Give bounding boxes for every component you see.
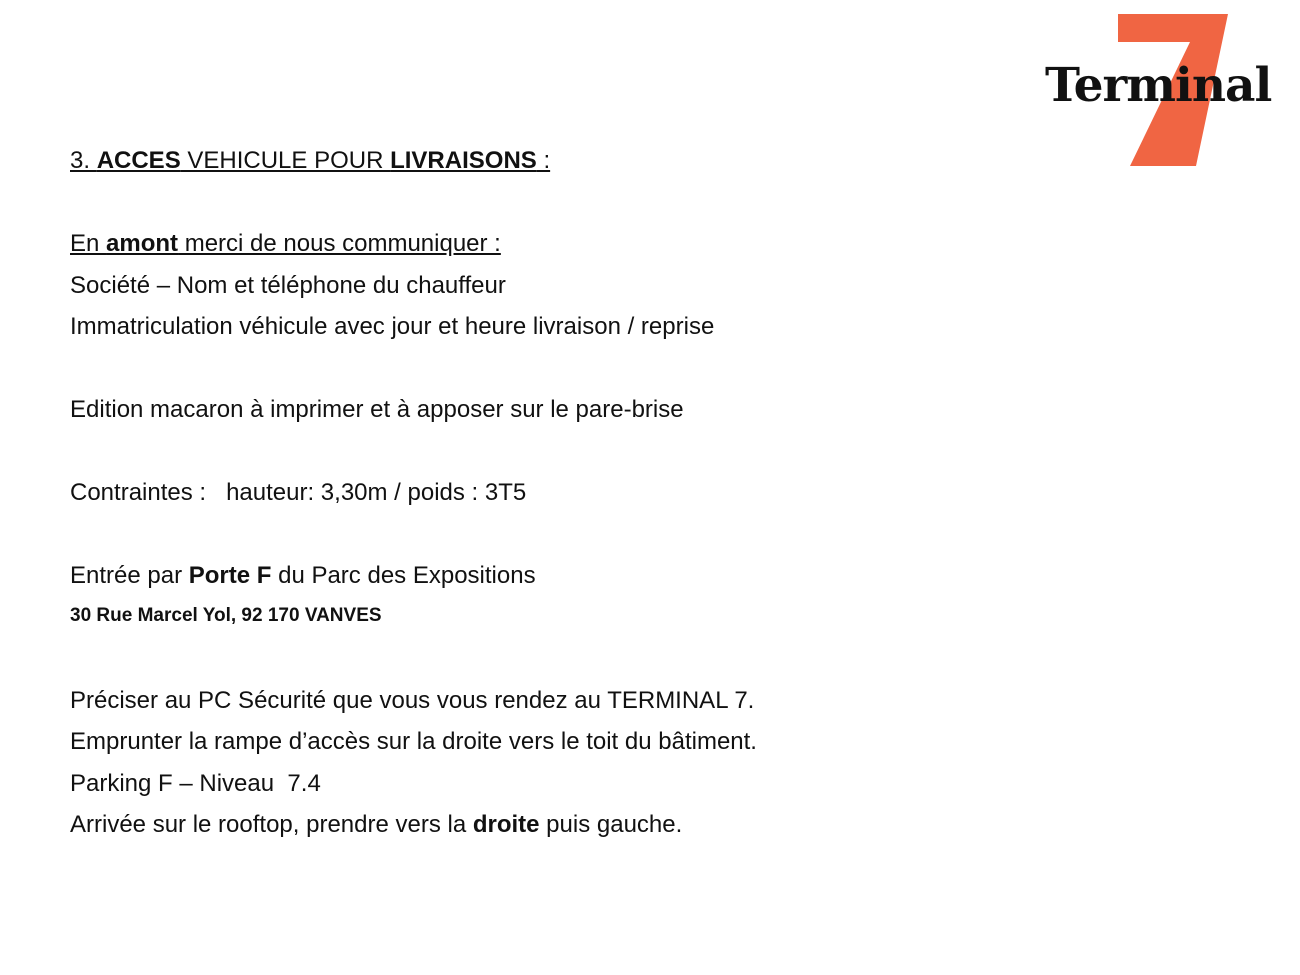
section-heading: 3. ACCES VEHICULE POUR LIVRAISONS : [70,147,551,174]
contraintes-line: Contraintes : hauteur: 3,30m / poids : 3T5 [70,479,527,506]
parking-line: Parking F – Niveau 7.4 [70,769,321,797]
edition-line: Edition macaron à imprimer et à apposer sur le pare-brise [70,396,684,423]
immatriculation-line: Immatriculation véhicule avec jour et heure livraison / reprise [70,313,715,340]
delivery-instructions [70,140,1070,846]
societe-line: Société – Nom et téléphone du chauffeur [70,271,506,299]
emprunter-line: Emprunter la rampe d’accès sur la droite vers le toit du bâtiment. [70,728,757,755]
arrivee-line: Arrivée sur le rooftop, prendre vers la droite puis gauche. [70,811,683,838]
preciser-line: Préciser au PC Sécurité que vous vous rendez au TERMINAL 7. [70,686,755,714]
logo-wordmark: Terminal [1045,58,1272,113]
entree-line: Entrée par Porte F du Parc des Expositions [70,562,536,589]
intro-line: En amont merci de nous communiquer : [70,230,501,257]
address-line: 30 Rue Marcel Yol, 92 170 VANVES [70,604,382,626]
terminal-7-logo [1040,12,1300,168]
